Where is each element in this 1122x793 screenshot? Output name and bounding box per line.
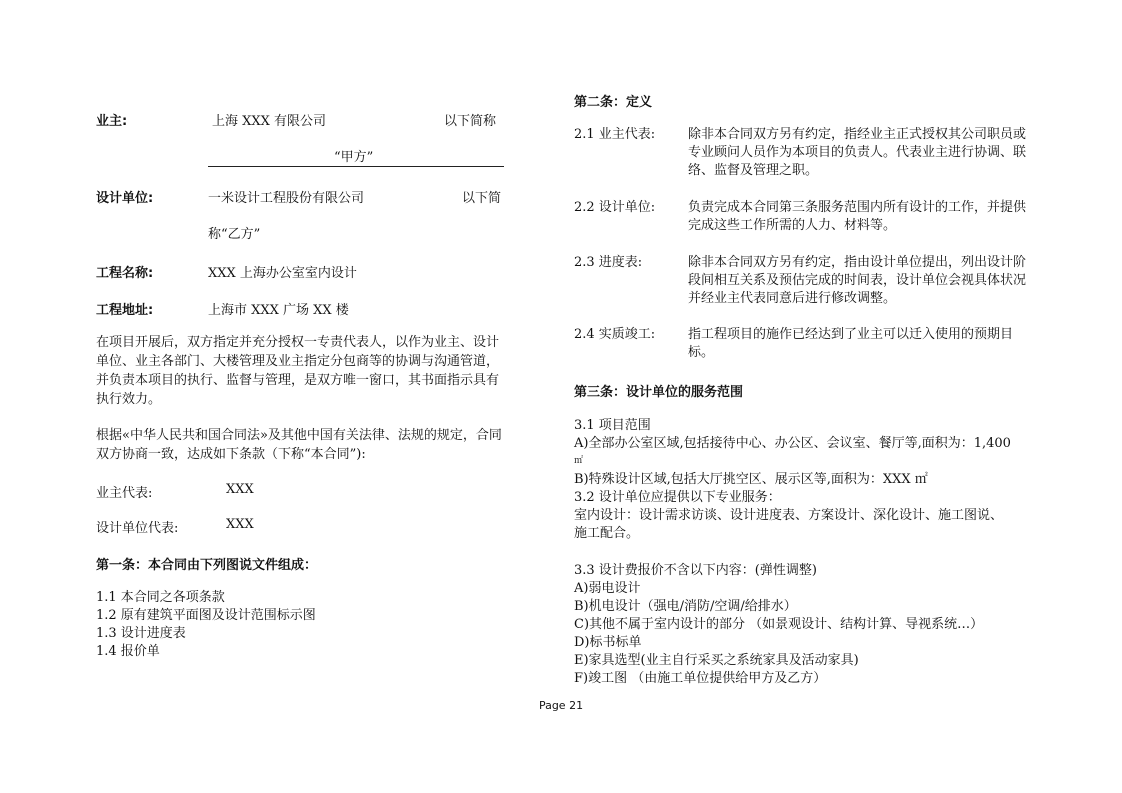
definition-label: 2.2 设计单位:: [574, 200, 656, 215]
project-name-label: 工程名称:: [96, 266, 154, 281]
definition-text: 指工程项目的施作已经达到了业主可以迁入使用的预期目标。: [688, 327, 1014, 360]
designer-alias-start: 以下简: [462, 191, 502, 206]
exclusion-item: D)标书标单: [574, 635, 642, 650]
owner-value: 上海 XXX 有限公司: [212, 114, 327, 129]
article1-item: 1.2 原有建筑平面图及设计范围标示图: [96, 608, 316, 623]
article1-title: 第一条：本合同由下列图说文件组成：: [96, 558, 318, 573]
article1-item: 1.1 本合同之各项条款: [96, 590, 225, 605]
interior-services: 室内设计：设计需求访谈、设计进度表、方案设计、深化设计、施工图说、: [574, 508, 1004, 523]
owner-label: 业主:: [96, 114, 128, 129]
definition-text: 除非本合同双方另有约定，指由设计单位提出，列出设计阶段间相互关系及预估完成的时间表，设计单位会视具体状况并经业主代表同意后进行修改调整。: [688, 255, 1027, 306]
exclusion-item: F)竣工图 （由施工单位提供给甲方及乙方）: [574, 671, 827, 686]
designer-value: 一米设计工程股份有限公司: [208, 191, 365, 206]
page-number: Page 21: [538, 699, 584, 712]
project-address-label: 工程地址:: [96, 303, 154, 318]
owner-rep-value: XXX: [226, 482, 254, 497]
definition-text: 负责完成本合同第三条服务范围内所有设计的工作，并提供完成这些工作所需的人力、材料等。: [688, 200, 1027, 233]
scope-item-a: A)全部办公室区域,包括接待中心、办公区、会议室、餐厅等,面积为：1,400: [574, 436, 1011, 451]
exclusions-heading: 3.3 设计费报价不含以下内容：(弹性调整): [574, 563, 817, 578]
definition-label: 2.1 业主代表:: [574, 127, 656, 142]
services-heading: 3.2 设计单位应提供以下专业服务：: [574, 490, 781, 505]
owner-underline: [208, 166, 504, 167]
interior-services-cont: 施工配合。: [574, 526, 640, 541]
project-address-value: 上海市 XXX 广场 XX 楼: [208, 303, 349, 318]
scope-heading: 3.1 项目范围: [574, 418, 651, 433]
intro-paragraph: 在项目开展后，双方指定并充分授权一专责代表人，以作为业主、设计单位、业主各部门、大楼管理及业主指定分包商等的协调与沟通管道，并负责本项目的执行、监督与管理，是双方唯一窗口，其书面指示具有执行效力。: [96, 335, 500, 407]
designer-rep-label: 设计单位代表:: [96, 521, 179, 536]
definition-label: 2.3 进度表:: [574, 255, 643, 270]
exclusion-item: E)家具选型(业主自行采买之系统家具及活动家具): [574, 653, 859, 668]
owner-rep-label: 业主代表:: [96, 486, 153, 501]
exclusion-item: B)机电设计（强电/消防/空调/给排水）: [574, 599, 797, 614]
definition-text: 除非本合同双方另有约定，指经业主正式授权其公司职员或专业顾问人员作为本项目的负责人。代表业主进行协调、联络、监督及管理之职。: [688, 127, 1027, 178]
article1-item: 1.3 设计进度表: [96, 626, 186, 641]
scope-item-a-unit: ㎡: [574, 456, 584, 466]
article3-title: 第三条：设计单位的服务范围: [574, 385, 744, 400]
designer-alias-end: 称“乙方”: [208, 227, 261, 242]
scope-item-b: B)特殊设计区域,包括大厅挑空区、展示区等,面积为：XXX ㎡: [574, 472, 928, 487]
owner-alias-end: “甲方”: [334, 150, 374, 165]
project-name-value: XXX 上海办公室室内设计: [208, 266, 357, 281]
exclusion-item: C)其他不属于室内设计的部分 （如景观设计、结构计算、导视系统…）: [574, 617, 984, 632]
article2-title: 第二条：定义: [574, 95, 653, 110]
exclusion-item: A)弱电设计: [574, 581, 641, 596]
article1-item: 1.4 报价单: [96, 644, 160, 659]
definition-label: 2.4 实质竣工:: [574, 327, 656, 342]
owner-alias-start: 以下简称: [444, 114, 497, 129]
designer-label: 设计单位:: [96, 191, 154, 206]
designer-rep-value: XXX: [226, 517, 254, 532]
legal-basis-paragraph: 根据«中华人民共和国合同法»及其他中国有关法律、法规的规定，合同双方协商一致，达成如下条款（下称“本合同”):: [96, 428, 502, 462]
